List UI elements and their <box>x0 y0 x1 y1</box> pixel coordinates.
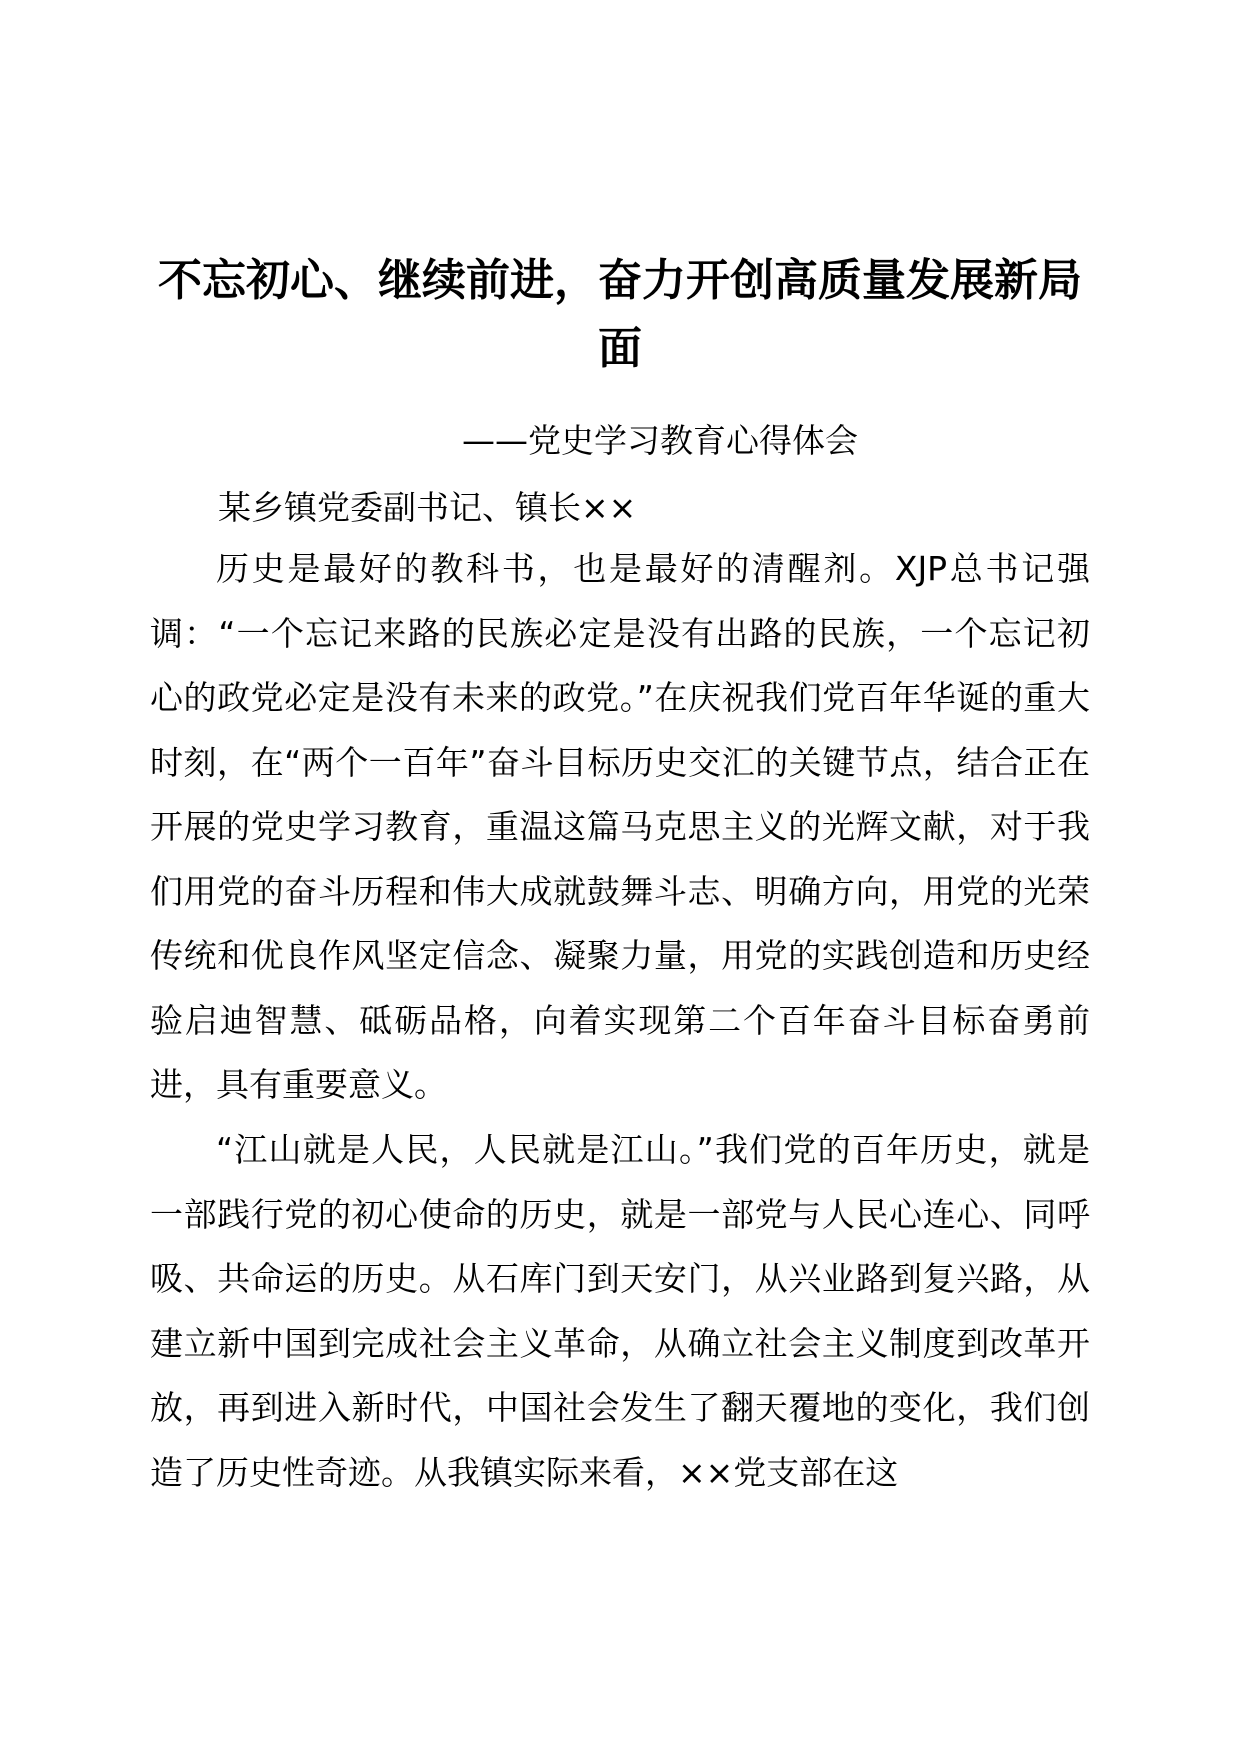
document-title: 不忘初心、继续前进，奋力开创高质量发展新局面 <box>158 255 1082 374</box>
document-subtitle: ——党史学习教育心得体会 <box>462 421 858 460</box>
body-paragraph-2: “江山就是人民，人民就是江山。”我们党的百年历史，就是一部践行党的初心使命的历史，就是一部党与人民心连心、同呼吸、共命运的历史。从石库门到天安门，从兴业路到复兴路，从建立新中国到完成社会主义革命，从确立社会主义制度到改革开放，再到进入新时代，中国社会发生了翻天覆地的变化，我们创造了历史性奇迹。从我镇实际来看，××党支部在这 <box>150 1130 1090 1492</box>
body-paragraph-1: 历史是最好的教科书，也是最好的清醒剂。XJP总书记强调：“一个忘记来路的民族必定是没有出路的民族，一个忘记初心的政党必定是没有未来的政党。”在庆祝我们党百年华诞的重大时刻，在“两个一百年”奋斗目标历史交汇的关键节点，结合正在开展的党史学习教育，重温这篇马克思主义的光辉文献，对于我们用党的奋斗历程和伟大成就鼓舞斗志、明确方向，用党的光荣传统和优良作风坚定信念、凝聚力量，用党的实践创造和历史经验启迪智慧、砥砺品格，向着实现第二个百年奋斗目标奋勇前进，具有重要意义。 <box>150 549 1090 1104</box>
document-author: 某乡镇党委副书记、镇长×× <box>218 488 637 527</box>
